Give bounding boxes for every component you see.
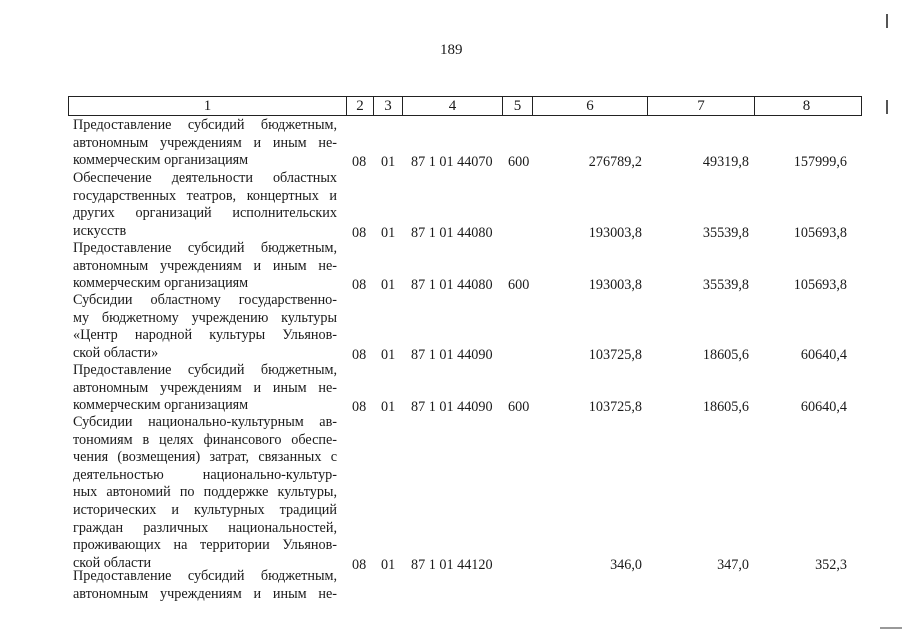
cell-c3: 01: [381, 277, 396, 294]
cell-c2: 08: [352, 346, 367, 363]
cell-c8: 105693,8: [793, 224, 847, 241]
description-line: Предоставление субсидий бюджетным,: [73, 117, 337, 133]
description-line: автономным учреждениям и иным не-: [73, 585, 337, 602]
description-line: Предоставление субсидий бюджетным,: [73, 362, 337, 378]
table-row: [0, 292, 905, 362]
description-line: автономным учреждениям и иным не-: [73, 257, 337, 274]
description-line: автономным учреждениям и иным не-: [73, 134, 337, 151]
cell-c4: 87 1 01 44120: [411, 556, 493, 573]
cell-c4: 87 1 01 44090: [411, 399, 493, 416]
cell-c7: 347,0: [717, 556, 749, 573]
cell-c5: 600: [508, 399, 530, 416]
cell-c3: 01: [381, 224, 396, 241]
cell-c4: 87 1 01 44070: [411, 154, 493, 171]
description-line: деятельностью национально-культур-: [73, 466, 337, 483]
cell-c3: 01: [381, 346, 396, 363]
cell-c5: 600: [508, 277, 530, 294]
description-line: коммерческим организациям: [73, 397, 249, 414]
description-line: Предоставление субсидий бюджетным,: [73, 240, 337, 256]
cell-c4: 87 1 01 44080: [411, 277, 493, 294]
cell-c3: 01: [381, 154, 396, 171]
header-col-7: 7: [647, 97, 754, 115]
cell-c6: 103725,8: [588, 399, 642, 416]
description-line: граждан различных национальностей,: [73, 519, 337, 536]
scan-mark: [880, 627, 902, 629]
cell-c6: 193003,8: [588, 224, 642, 241]
cell-c2: 08: [352, 399, 367, 416]
description-line: автономным учреждениям и иным не-: [73, 379, 337, 396]
description-line: ской области»: [73, 344, 159, 361]
header-col-1: 1: [203, 98, 212, 114]
header-col-4: 4: [402, 97, 502, 115]
description-line: Субсидии национально-культурным ав-: [73, 414, 337, 430]
row-description: [73, 170, 337, 240]
cell-c5: 600: [508, 154, 530, 171]
cell-c7: 35539,8: [702, 277, 749, 294]
cell-c3: 01: [381, 556, 396, 573]
description-line: Обеспечение деятельности областных: [73, 170, 337, 186]
row-description: [73, 117, 337, 170]
description-line: му бюджетному учреждению культуры: [73, 309, 337, 326]
cell-c2: 08: [352, 277, 367, 294]
cell-c4: 87 1 01 44080: [411, 224, 493, 241]
cell-c8: 352,3: [815, 556, 847, 573]
cell-c7: 18605,6: [702, 399, 749, 416]
table-row: [0, 170, 905, 240]
row-description: [73, 414, 337, 572]
cell-c7: 49319,8: [702, 154, 749, 171]
description-line: исторических и культурных традиций: [73, 501, 337, 518]
table-header: [68, 96, 862, 116]
table-row: [0, 362, 905, 415]
header-col-6: 6: [532, 97, 647, 115]
description-line: тономиям в целях финансового обеспе-: [73, 431, 337, 448]
description-line: государственных театров, концертных и: [73, 187, 337, 204]
cell-c8: 105693,8: [793, 277, 847, 294]
cell-c6: 103725,8: [588, 346, 642, 363]
cell-c6: 276789,2: [588, 154, 642, 171]
page-number: 189: [440, 42, 463, 58]
cell-c7: 35539,8: [702, 224, 749, 241]
row-description: [73, 568, 337, 603]
table-row: [0, 414, 905, 572]
cell-c8: 157999,6: [793, 154, 847, 171]
cell-c2: 08: [352, 154, 367, 171]
table-row: [0, 117, 905, 170]
row-description: [73, 292, 337, 362]
description-line: проживающих на территории Ульянов-: [73, 537, 337, 554]
description-line: коммерческим организациям: [73, 275, 249, 292]
cell-c3: 01: [381, 399, 396, 416]
cell-c4: 87 1 01 44090: [411, 346, 493, 363]
cell-c6: 346,0: [610, 556, 642, 573]
description-line: чения (возмещения) затрат, связанных с: [73, 449, 337, 466]
header-col-5: 5: [502, 97, 532, 115]
header-col-2: 2: [346, 97, 373, 115]
row-description: [73, 240, 337, 293]
cell-c8: 60640,4: [800, 399, 847, 416]
row-description: [73, 362, 337, 415]
cell-c2: 08: [352, 224, 367, 241]
description-line: коммерческим организациям: [73, 152, 249, 169]
header-col-8: 8: [754, 97, 858, 115]
description-line: «Центр народной культуры Ульянов-: [73, 327, 337, 344]
scan-mark: [886, 100, 888, 114]
table-row: [0, 568, 905, 603]
cell-c2: 08: [352, 556, 367, 573]
cell-c7: 18605,6: [702, 346, 749, 363]
header-col-3: 3: [373, 97, 402, 115]
description-line: Субсидии областному государственно-: [73, 292, 337, 308]
description-line: ской области: [73, 554, 152, 571]
description-line: Предоставление субсидий бюджетным,: [73, 568, 337, 584]
description-line: искусств: [73, 222, 127, 239]
description-line: других организаций исполнительских: [73, 205, 337, 222]
scan-mark: [886, 14, 888, 28]
cell-c6: 193003,8: [588, 277, 642, 294]
description-line: ных автономий по поддержке культуры,: [73, 484, 337, 501]
cell-c8: 60640,4: [800, 346, 847, 363]
table-row: [0, 240, 905, 293]
